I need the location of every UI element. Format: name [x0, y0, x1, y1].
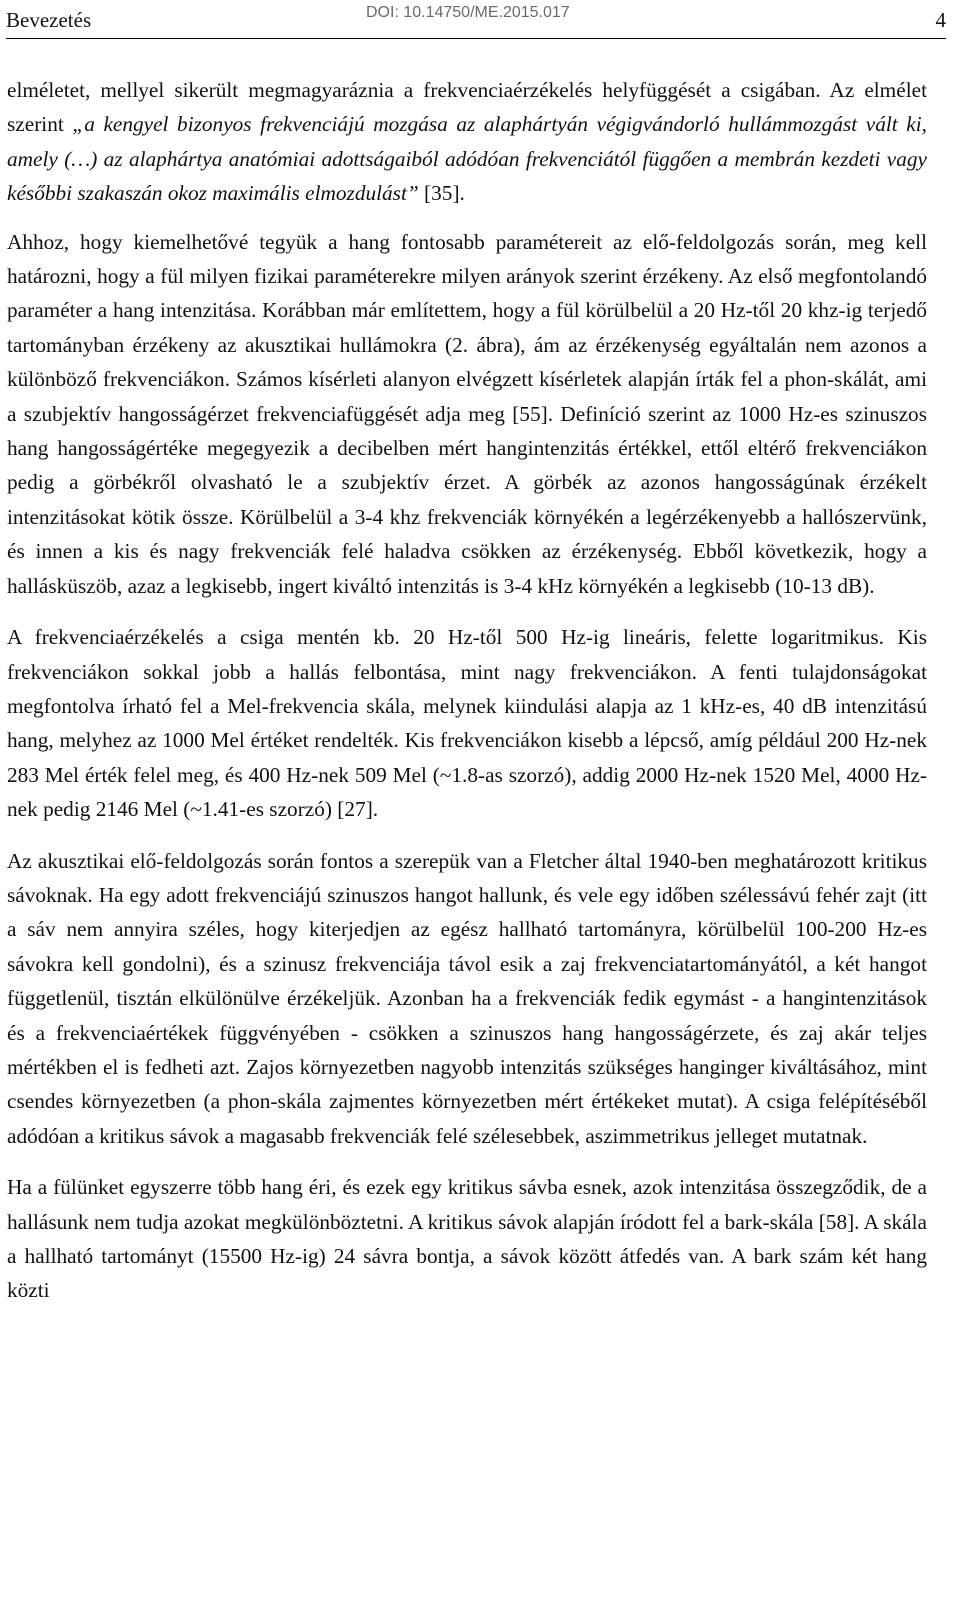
paragraph-mel-scale: A frekvenciaérzékelés a csiga mentén kb. 20 Hz-től 500 Hz-ig lineáris, felette logaritmikus. Kis frekvenciákon sokkal jobb a hallás felbontása, mint nagy frekvenciákon. A fenti tulajdonságokat megfontolva írható fel a Mel-frekvencia skála, melynek kiindulási alapja az 1 kHz-es, 40 dB intenzitású hang, melyhez az 1000 Mel értéket rendelték. Kis frekvenciákon kisebb a lépcső, amíg például 200 Hz-nek 283 Mel érték felel meg, és 400 Hz-nek 509 Mel (~1.8-as szorzó), addig 2000 Hz-nek 1520 Mel, 4000 Hz-nek pedig 2146 Mel (~1.41-es szorzó) [27]. [7, 625, 927, 822]
page-header [6, 2, 946, 39]
doi-label: DOI: 10.14750/ME.2015.017 [366, 4, 570, 21]
paragraph-intensity: Ahhoz, hogy kiemelhetővé tegyük a hang fontosabb paramétereit az elő-feldolgozás során, meg kell határozni, hogy a fül milyen fizikai paraméterekre milyen arányok szerint érzékeny. Az első megfontolandó paraméter a hang intenzitása. Korábban már említettem, hogy a fül körülbelül a 20 Hz-től 20 khz-ig terjedő tartományban érzékeny az akusztikai hullámokra (2. ábra), ám az érzékenység egyáltalán nem azonos a különböző frekvenciákon. Számos kísérleti alanyon elvégzett kísérletek alapján írták fel a phon-skálát, ami a szubjektív hangosságérzet frekvenciafüggését adja meg [55]. Definíció szerint az 1000 Hz-es szinuszos hang hangosságértéke megegyezik a decibelben mért hangintenzitás értékkel, ettől eltérő frekvenciákon pedig a görbékről olvasható le a szubjektív érzet. A görbék az azonos hangosságúnak érzékelt intenzitásokat kötik össze. Körülbelül a 3-4 khz frekvenciák környékén a legérzékenyebb a hallószervünk, és innen a kis és nagy frekvenciák felé haladva csökken az érzékenység. Ebből következik, hogy a hallásküszöb, azaz a legkisebb, ingert kiváltó intenzitás is 3-4 kHz környékén a legkisebb (10-13 dB). [7, 229, 927, 598]
page-number: 4 [935, 8, 946, 32]
paragraph-critical-bands: Az akusztikai elő-feldolgozás során fontos a szerepük van a Fletcher által 1940-ben meghatározott kritikus sávoknak. Ha egy adott frekvenciájú szinuszos hangot hallunk, és vele egy időben szélessávú fehér zajt (itt a sáv nem annyira széles, hogy kiterjedjen az egész hallható tartományra, körülbelül 100-200 Hz-es sávokra kell gondolni), és a szinusz frekvenciája távol esik a zaj frekvenciatartományától, a két hangot függetlenül, tisztán elkülönülve érzékeljük. Azonban ha a frekvenciák fedik egymást - a hangintenzitások és a frekvenciaértékek függvényében - csökken a szinuszos hang hangosságérzete, és zaj akár teljes mértékben el is fedheti azt. Zajos környezetben nagyobb intenzitás szükséges hanginger kiváltásához, mint csendes környezetben (a phon-skála zajmentes környezetben mért értékeket mutat). A csiga felépítéséből adódóan a kritikus sávok a magasabb frekvenciák felé szélesebbek, aszimmetrikus jelleget mutatnak. [7, 848, 927, 1148]
paragraph-bark-scale: Ha a fülünket egyszerre több hang éri, és ezek egy kritikus sávba esnek, azok intenzitása összegződik, de a hallásunk nem tudja azokat megkülönböztetni. A kritikus sávok alapján íródott fel a bark-skála [58]. A skála a hallható tartományt (15500 Hz-ig) 24 sávra bontja, a sávok között átfedés van. A bark szám két hang közti [7, 1175, 927, 1303]
section-title: Bevezetés [6, 8, 92, 32]
quotation: „a kengyel bizonyos frekvenciájú mozgása az alaphártyán végigvándorló hullámmozgást vált ki, amely (…) az alaphártya anatómiai adottságaiból adódóan frekvenciától függően a membrán kezdeti vagy későbbi szakaszán okoz maximális elmozdulást” [7, 112, 927, 206]
body-text [7, 73, 927, 1325]
citation: [35]. [418, 181, 465, 206]
paragraph-lead: elméletet, mellyel sikerült megmagyaráznia a frekvenciaérzékelés helyfüggését a csigában. Az elmélet szerint [7, 78, 927, 137]
paragraph-cochlea-theory [7, 73, 927, 211]
